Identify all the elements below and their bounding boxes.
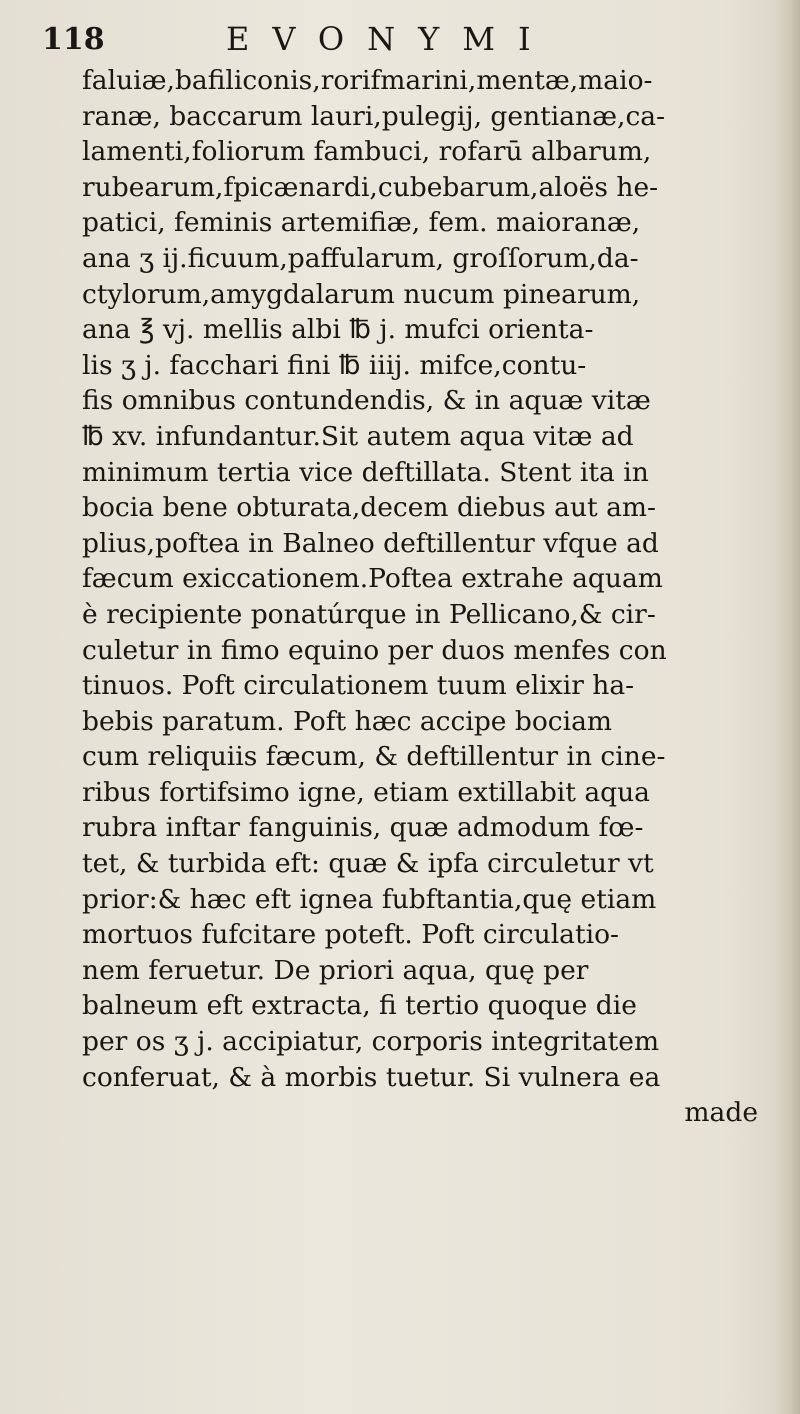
text-line: lamenti,foliorum fambuci, rofarū albarum, (82, 136, 652, 168)
text-line: rubearum,fpicænardi,cubebarum,aloës he- (82, 171, 659, 203)
running-head: EVONYMI (226, 20, 554, 58)
text-line: per os ʒ j. accipiatur, corporis integritatem (82, 1026, 660, 1058)
text-line: fis omnibus contundendis, & in aquæ vitæ (82, 385, 651, 417)
page-header (42, 14, 762, 66)
text-line: conferuat, & à morbis tuetur. Si vulnera ea (82, 1061, 661, 1093)
text-line: rubra inftar fanguinis, quæ admodum fœ- (82, 812, 644, 844)
text-line: prior:& hæc eft ignea fubftantia,quę etiam (82, 883, 657, 915)
text-line: ribus fortifsimo igne, etiam extillabit aqua (82, 776, 650, 808)
text-line: cum reliquiis fæcum, & deftillentur in cine- (82, 741, 666, 773)
text-line: culetur in fimo equino per duos menfes con (82, 634, 667, 666)
page-edge (774, 0, 800, 1414)
text-line: bocia bene obturata,decem diebus aut am- (82, 492, 656, 524)
text-line: ana ʒ ij.ficuum,paffularum, groſſorum,da- (82, 242, 639, 274)
page-number: 118 (42, 22, 105, 57)
catchword: made (684, 1097, 758, 1129)
text-line: tinuos. Poft circulationem tuum elixir ha- (82, 670, 635, 702)
text-line: fæcum exiccationem.Poftea extrahe aquam (82, 563, 663, 595)
text-line: tet, & turbida eft: quæ & ipfa circuletur vt (82, 848, 654, 880)
text-line: patici, feminis artemifiæ, fem. maioranæ, (82, 207, 641, 239)
text-line: faluiæ,bafiliconis,rorifmarini,mentæ,maio- (82, 65, 653, 96)
text-line: ctylorum,amygdalarum nucum pinearum, (82, 278, 641, 310)
text-line: minimum tertia vice deftillata. Stent ita in (82, 456, 649, 488)
text-line: ana ℥ vj. mellis albi ℔ j. mufci orienta- (82, 314, 594, 346)
text-line: ranæ, baccarum lauri,pulegij, gentianæ,ca- (82, 100, 666, 132)
text-line: lis ʒ j. facchari fini ℔ iiij. mifce,contu- (82, 349, 587, 381)
text-line: nem feruetur. De priori aqua, quę per (82, 954, 589, 986)
body-text (82, 63, 762, 1131)
text-line: plius,poftea in Balneo deftillentur vfque ad (82, 527, 659, 559)
text-line: ℔ xv. infundantur.Sit autem aqua vitæ ad (82, 420, 634, 452)
text-line: mortuos fufcitare poteft. Poft circulatio- (82, 919, 620, 951)
text-line: balneum eft extracta, fi tertio quoque die (82, 990, 637, 1022)
text-line: bebis paratum. Poft hæc accipe bociam (82, 705, 613, 737)
text-line: è recipiente ponatúrque in Pellicano,& cir- (82, 598, 656, 630)
